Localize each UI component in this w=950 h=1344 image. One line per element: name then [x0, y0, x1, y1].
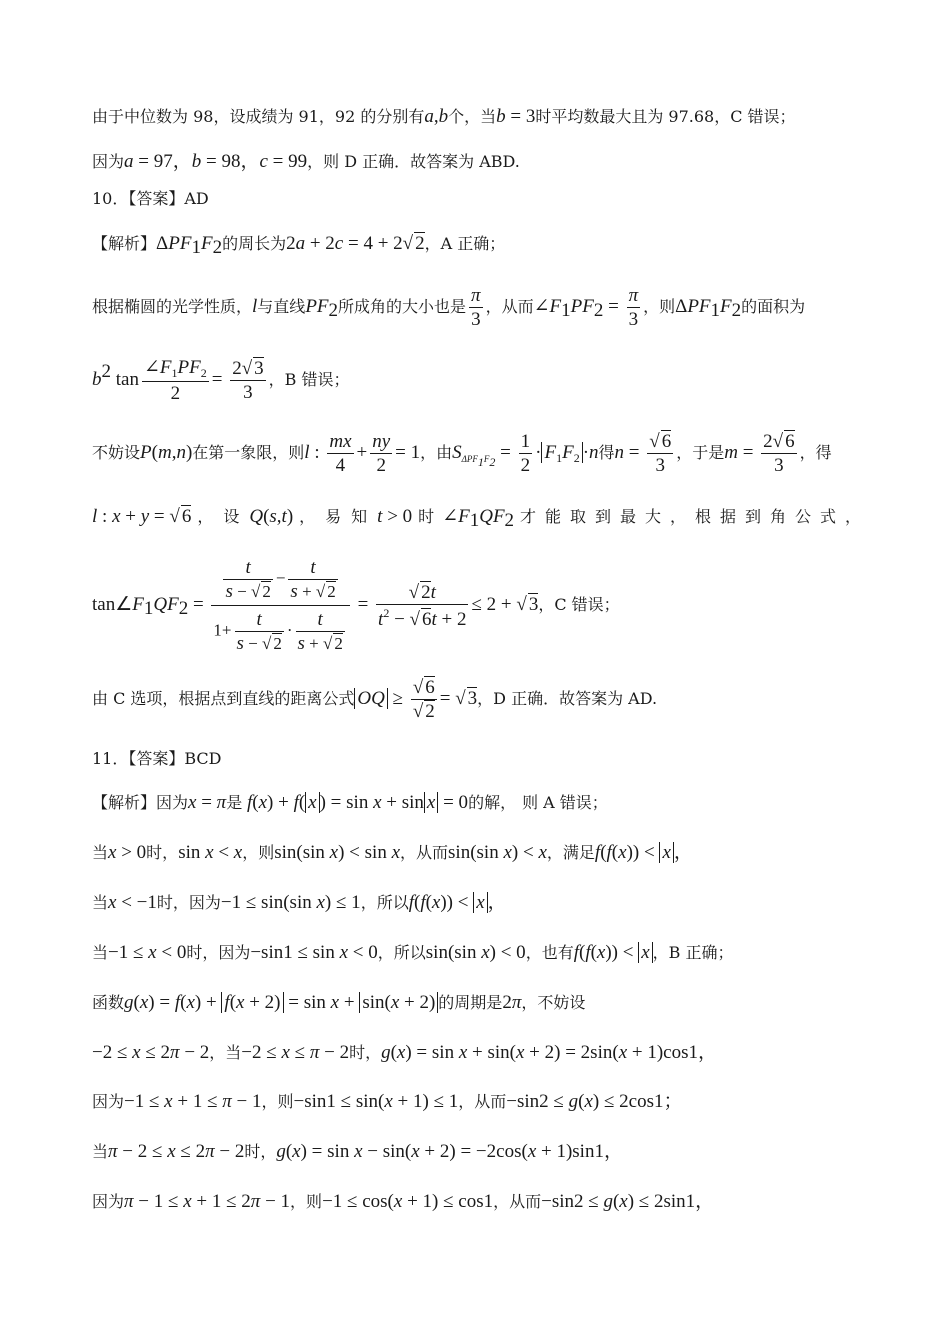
- text: 则 A 错误；: [522, 793, 608, 812]
- text: ，所以: [360, 893, 409, 912]
- text: 的解，: [468, 793, 517, 812]
- text: 当: [92, 943, 109, 962]
- text: 所成角的大小也是: [338, 297, 467, 316]
- text-line-16: 函数g(x) = f(x) + f(x + 2) = sin x + sin(x + 2) 的周期是2π，不妨设: [92, 992, 586, 1013]
- text: ，所以: [377, 943, 426, 962]
- text: ，则 D 正确．故答案为 ABD.: [307, 152, 520, 171]
- text: 是: [226, 793, 243, 812]
- text: 时，因为: [186, 943, 251, 962]
- text: 当: [92, 843, 109, 862]
- text: 得: [598, 443, 615, 462]
- text-line-15: 当−1 ≤ x < 0时，因为−sin1 ≤ sin x < 0，所以sin(sin x) < 0，也有f(f(x)) < x ，B 正确；: [92, 942, 734, 963]
- text: 时，因为: [156, 893, 221, 912]
- text-line-1: 由于中位数为 98，设成绩为 91，92 的分别有a,b个，当b = 3时平均数最大且为 97.68，C 错误；: [92, 106, 796, 127]
- text: ，从而: [485, 297, 534, 316]
- text: 【解析】: [92, 234, 157, 253]
- text: 不妨设: [92, 443, 141, 462]
- text-line-20: 因为π − 1 ≤ x + 1 ≤ 2π − 1，则−1 ≤ cos(x + 1) ≤ cos1，从而−sin2 ≤ g(x) ≤ 2sin1，: [92, 1191, 715, 1212]
- text: ，当: [209, 1043, 242, 1062]
- text: ，则: [290, 1192, 323, 1211]
- text: 10．【答案】AD: [92, 189, 209, 208]
- text: 11．【答案】BCD: [92, 749, 222, 768]
- text-line-2: 因为a = 97，b = 98，c = 99，则 D 正确．故答案为 ABD.: [92, 151, 520, 172]
- answer-11-heading: [92, 751, 222, 767]
- text-line-5: 根据椭圆的光学性质，l与直线$PF_2$所成角的大小也是 $\frac{\pi}{3}$ ，从而$\angle F_1PF_2$ = $\frac{\pi}{3}$ ，则$\Delta PF_1F_2$的面积为: [92, 285, 806, 330]
- text: 因为: [92, 1192, 125, 1211]
- text-line-17: −2 ≤ x ≤ 2π − 2，当−2 ≤ x ≤ π − 2时，g(x) = sin x + sin(x + 2) = 2sin(x + 1)cos1，: [92, 1042, 717, 1063]
- text: 在第一象限，则: [192, 443, 305, 462]
- text: ，从而: [458, 1092, 507, 1111]
- text: 因为: [92, 152, 125, 171]
- text-line-12: 【解析】因为x = π是 f(x) + f( x ) = sin x + sin x = 0的解， 则 A 错误；: [92, 792, 608, 813]
- text: 的周长为: [222, 234, 287, 253]
- text-line-19: 当π − 2 ≤ x ≤ 2π − 2时，g(x) = sin x − sin(x + 2) = −2cos(x + 1)sin1，: [92, 1141, 623, 1162]
- text: ，B 错误；: [268, 370, 350, 389]
- text: ，D 正确．故答案为 AD.: [477, 689, 658, 708]
- text: 的面积为: [741, 297, 806, 316]
- text: ，则: [643, 297, 676, 316]
- text: 由 C 选项，根据点到直线的距离公式: [92, 689, 355, 708]
- text: 【解析】因为: [92, 793, 189, 812]
- text: 才能取到最大，根据到角公式，: [520, 507, 871, 526]
- text: ，则: [242, 843, 275, 862]
- text: 函数: [92, 993, 125, 1012]
- text: ，也有: [525, 943, 574, 962]
- text-line-7: 不妨设P(m,n)在第一象限，则l : $\frac{mx}{4}$ + $\frac{ny}{2}$ = 1，由$S_{\Delta PF_1F_2}$ = $\frac{1}{2}$ · $F_1F_2 \cdot n$得n = $\frac{√ 6}{3}$ ，于是m = $\frac{2√ 6}{3}$ ，得: [92, 431, 832, 476]
- text: 的周期是: [438, 993, 503, 1012]
- text: ，由: [420, 443, 453, 462]
- text: ，C 错误；: [538, 595, 620, 614]
- text: ，A 正确；: [424, 234, 506, 253]
- text: 与直线: [257, 297, 306, 316]
- text: ，于是: [676, 443, 725, 462]
- text: ，满足: [546, 843, 595, 862]
- answer-10-heading: [92, 191, 209, 207]
- text: 当: [92, 1142, 109, 1161]
- text: 当: [92, 893, 109, 912]
- text: 由于中位数为 98，设成绩为 91，92 的分别有: [92, 107, 425, 126]
- text: 时，: [349, 1043, 382, 1062]
- text: ，得: [799, 443, 832, 462]
- text-line-6: $b^2$ tan $\frac{\angle F_1PF_2}{2}$ = $\frac{2√ 3}{3}$ ，B 错误；: [92, 357, 350, 404]
- text-line-13: 当x > 0时，sin x < x，则sin(sin x) < sin x，从而sin(sin x) < x，满足f(f(x)) < x ，: [92, 842, 693, 863]
- text: 时，: [146, 843, 179, 862]
- text: ，从而: [493, 1192, 542, 1211]
- text-line-8: l : x + y = √ 6 ，设Q(s,t) ，易知t > 0 时$\angle F_1QF_2$ 才能取到最大，根据到角公式，: [92, 506, 871, 531]
- text: 时平均数最大且为 97.68，C 错误；: [535, 107, 796, 126]
- text: 根据椭圆的光学性质，: [92, 297, 253, 316]
- text-line-10: 由 C 选项，根据点到直线的距离公式 OQ ≥ $\frac{√ 6}{√ 2}$ = √ 3，D 正确．故答案为 AD.: [92, 677, 658, 722]
- text-line-14: 当x < −1时，因为−1 ≤ sin(sin x) ≤ 1，所以f(f(x)) < x ，: [92, 892, 507, 913]
- text: ，不妨设: [521, 993, 586, 1012]
- text: ，B 正确；: [652, 943, 734, 962]
- text: ，易知: [299, 507, 378, 526]
- text-line-18: 因为−1 ≤ x + 1 ≤ π − 1，则−sin1 ≤ sin(x + 1) ≤ 1，从而−sin2 ≤ g(x) ≤ 2cos1；: [92, 1091, 683, 1112]
- text: ，设: [197, 507, 250, 526]
- text: 个，当: [448, 107, 497, 126]
- text: ，则: [261, 1092, 294, 1111]
- text-line-4: 【解析】$\Delta PF_1F_2$的周长为2a + 2c = 4 + 2√ 2，A 正确；: [92, 233, 506, 258]
- text: 时: [418, 507, 443, 526]
- text: 因为: [92, 1092, 125, 1111]
- text: 时，: [244, 1142, 277, 1161]
- text-line-9: $\tan\angle F_1QF_2$ = $\frac{t}{s - √ 2}$ − $\frac{t}{s + √ 2}$ 1+ $\frac{t}{s - √ 2}$ · $\frac{t}{s + √ 2}$ = $\frac{√ 2t}{t^2 - √ 6t + 2}$ ≤ 2 + √ 3，C 错误；: [92, 557, 620, 654]
- text: ，从而: [400, 843, 449, 862]
